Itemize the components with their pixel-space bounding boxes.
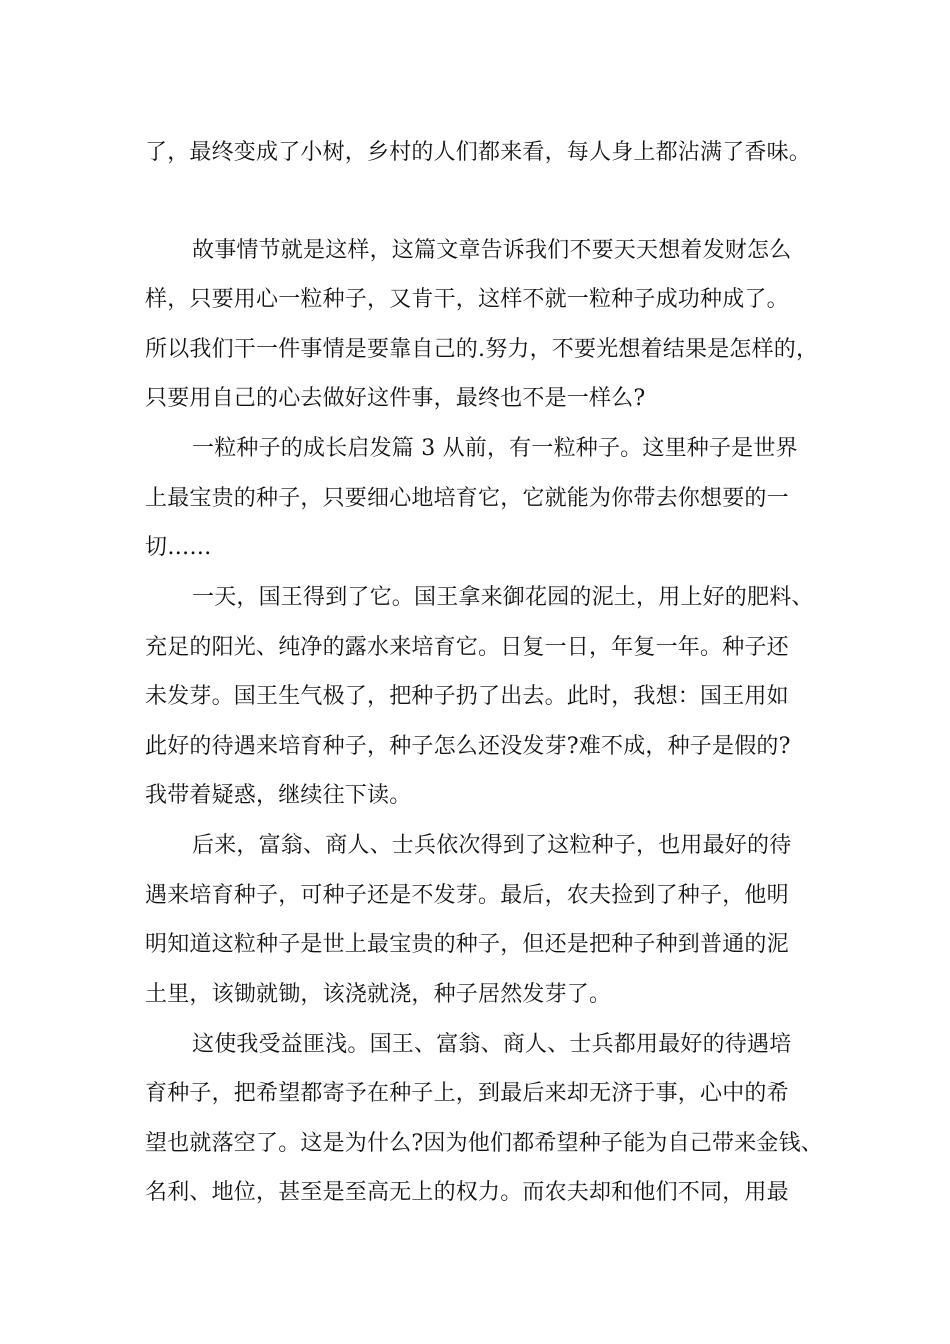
text-line: 土里，该锄就锄，该浇就浇，种子居然发芽了。 [145, 982, 612, 1007]
text-line: 我带着疑惑，继续往下读。 [145, 783, 412, 808]
text-line: 上最宝贵的种子，只要细心地培育它，它就能为你带去你想要的一 [145, 486, 789, 511]
text-line: 名利、地位，甚至是至高无上的权力。而农夫却和他们不同，用最 [145, 1180, 789, 1205]
text-line: 育种子，把希望都寄予在种子上，到最后来却无济于事，心中的希 [145, 1081, 789, 1106]
paragraph-first-line: 一粒种子的成长启发篇 3 从前，有一粒种子。这里种子是世界 [192, 436, 798, 461]
text-line: 充足的阳光、纯净的露水来培育它。日复一日，年复一年。种子还 [145, 635, 789, 660]
text-line: 所以我们干一件事情是要靠自己的.努力，不要光想着结果是怎样的， [145, 337, 819, 362]
text-line: 明知道这粒种子是世上最宝贵的种子，但还是把种子种到普通的泥 [145, 932, 789, 957]
text-line: 样，只要用心一粒种子，又肯干，这样不就一粒种子成功种成了。 [145, 287, 789, 312]
text-line: 望也就落空了。这是为什么?因为他们都希望种子能为自己带来金钱、 [145, 1131, 823, 1156]
paragraph-first-line: 这使我受益匪浅。国王、富翁、商人、士兵都用最好的待遇培 [192, 1032, 792, 1057]
text-line: 遇来培育种子，可种子还是不发芽。最后，农夫捡到了种子，他明 [145, 883, 789, 908]
text-line: 切…… [145, 535, 212, 560]
text-line: 了，最终变成了小树，乡村的人们都来看，每人身上都沾满了香味。 [145, 140, 812, 165]
text-line: 此好的待遇来培育种子，种子怎么还没发芽?难不成，种子是假的? [145, 734, 791, 759]
paragraph-first-line: 故事情节就是这样，这篇文章告诉我们不要天天想着发财怎么 [192, 238, 792, 263]
text-line: 未发芽。国王生气极了，把种子扔了出去。此时，我想：国王用如 [145, 684, 789, 709]
text-line: 只要用自己的心去做好这件事，最终也不是一样么? [145, 386, 646, 411]
paragraph-first-line: 一天，国王得到了它。国王拿来御花园的泥土，用上好的肥料、 [192, 585, 814, 610]
paragraph-first-line: 后来，富翁、商人、士兵依次得到了这粒种子，也用最好的待 [192, 833, 792, 858]
